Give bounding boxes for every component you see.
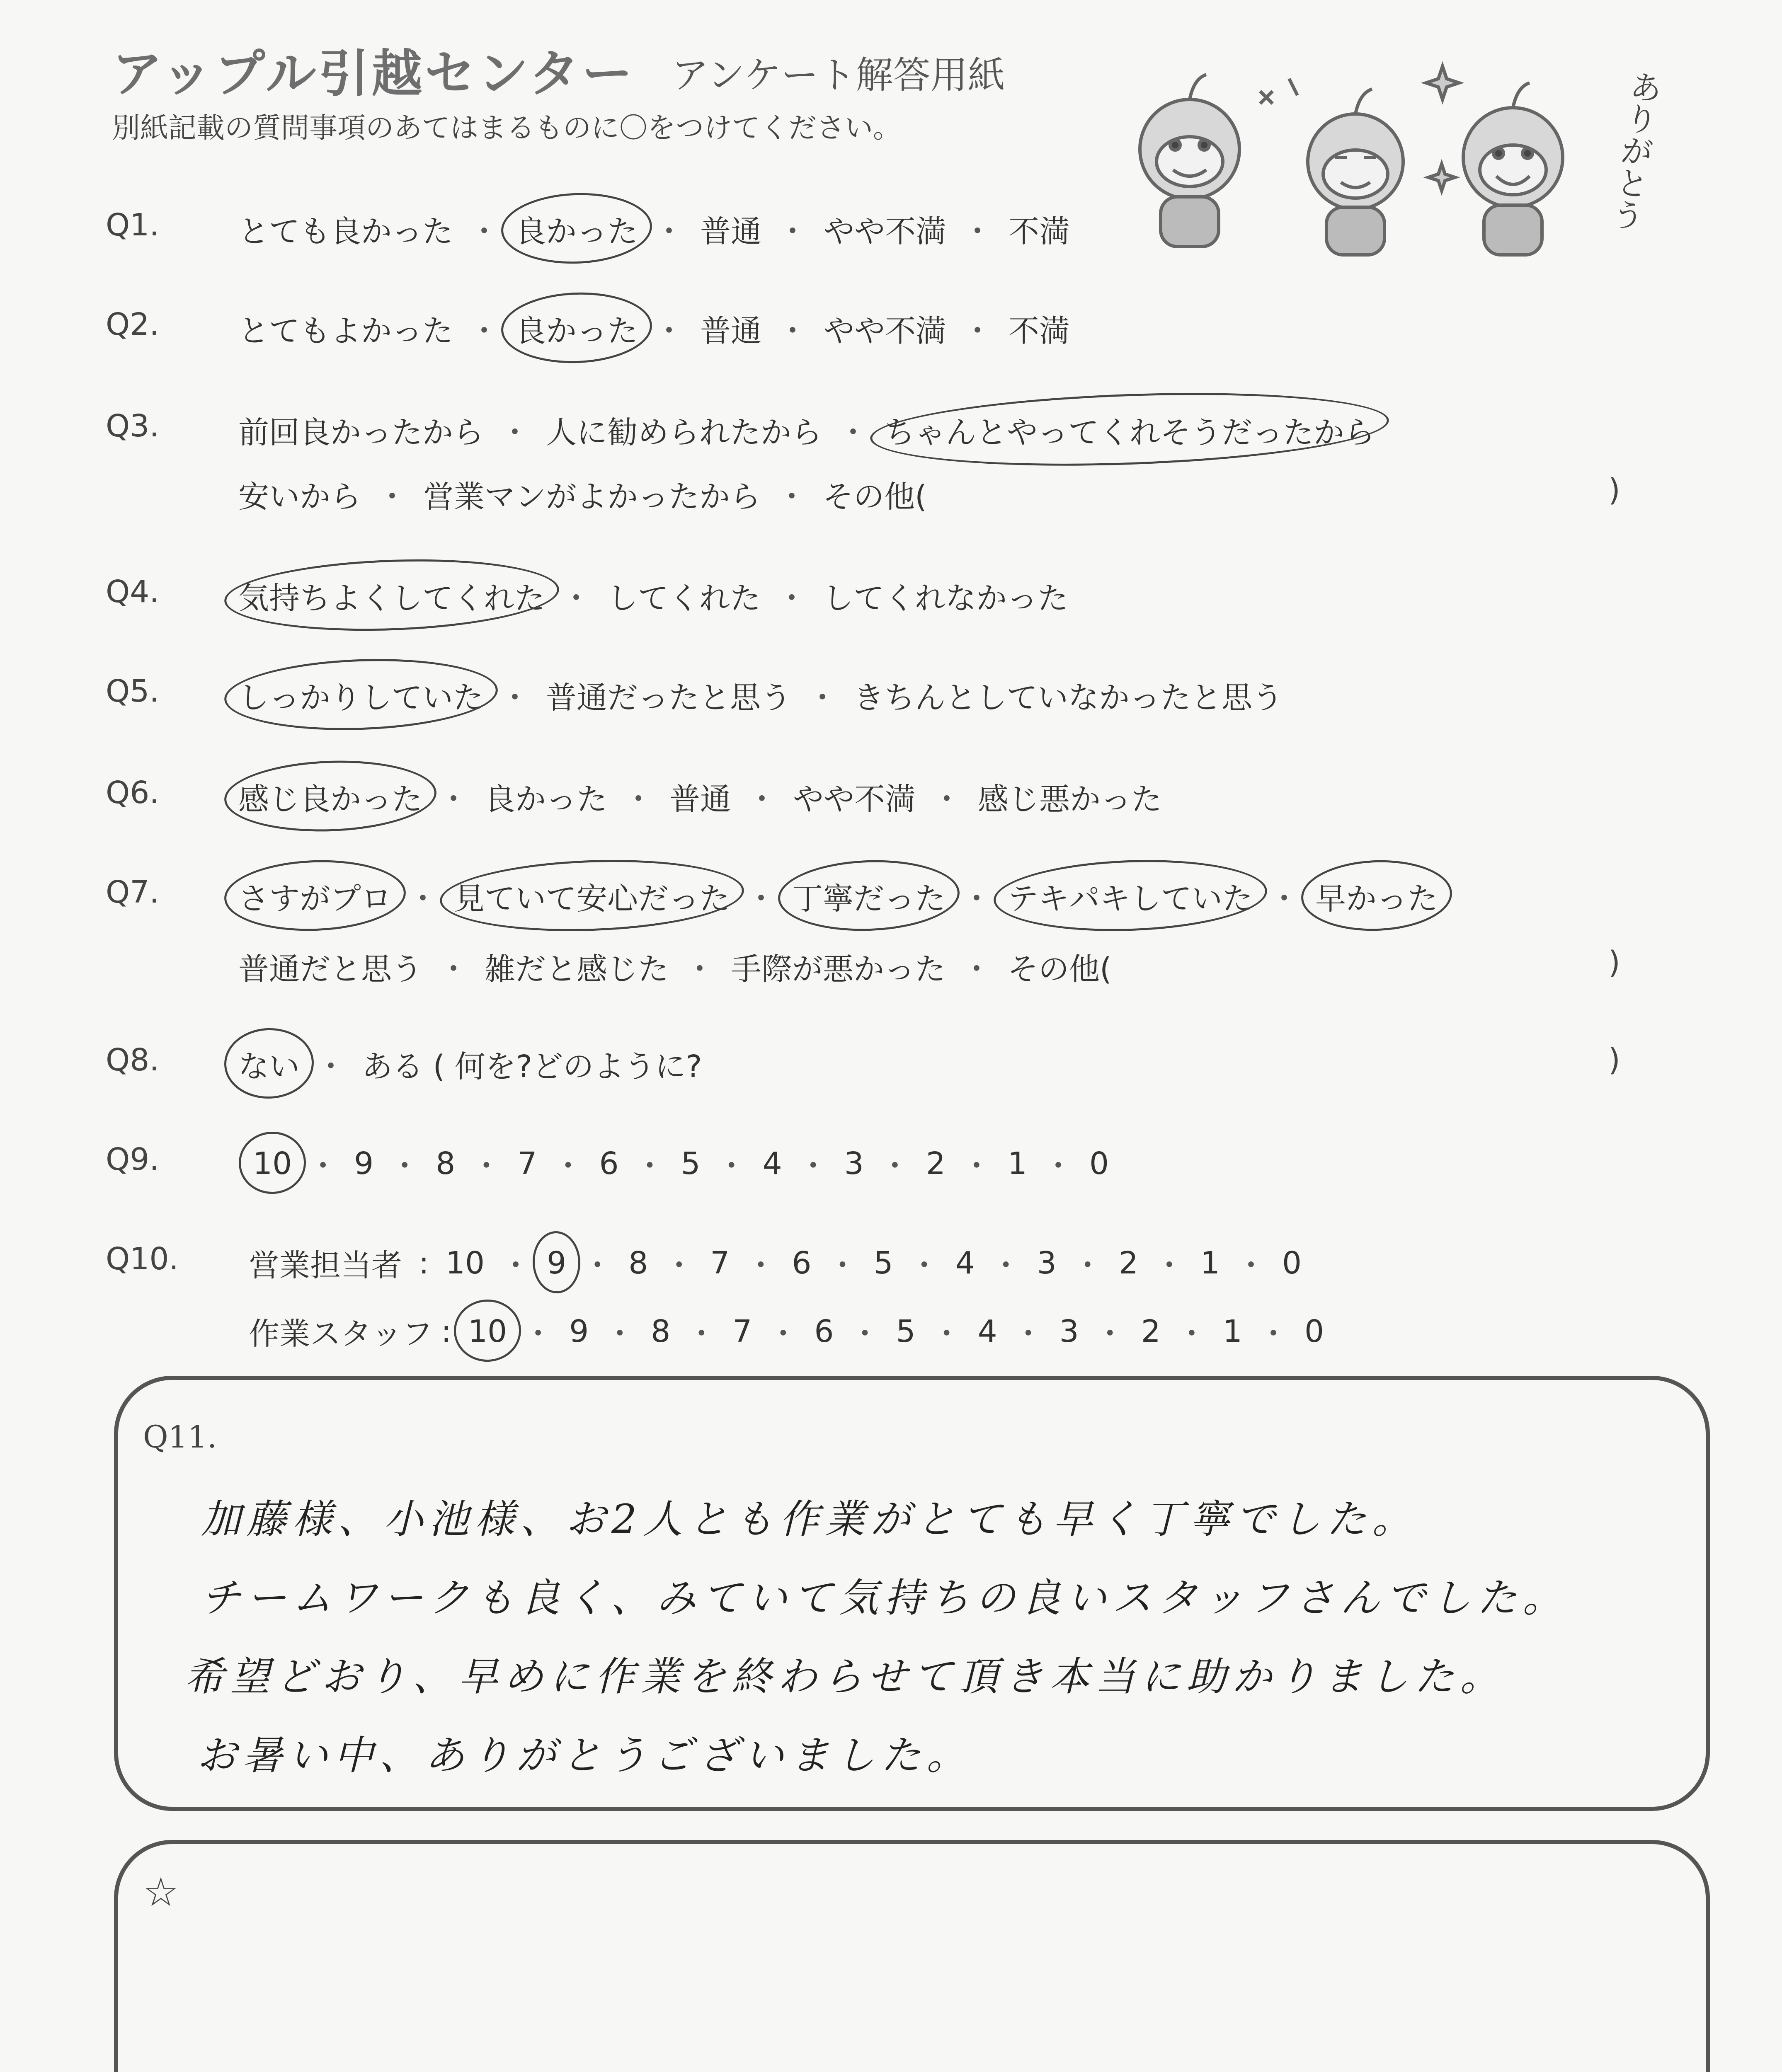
q10-staff-score-selected[interactable]: 10 [468, 1314, 507, 1349]
q7-option-selected[interactable]: テキパキしていた [1008, 874, 1253, 918]
q9-score[interactable]: 0 [1089, 1146, 1109, 1181]
q2-label: Q2. [106, 307, 159, 342]
q1-options: とても良かった ・ 良かった ・ 普通 ・ やや不満 ・ 不満 [238, 207, 1070, 251]
q3-option[interactable]: 前回良かったから [238, 415, 484, 450]
q7-label: Q7. [106, 874, 159, 910]
q10-staff-score[interactable]: 8 [651, 1314, 671, 1349]
q6-option[interactable]: 普通 [669, 782, 731, 817]
q11-comment-line: お暑い中、ありがとうございました。 [197, 1732, 972, 1779]
q4-option[interactable]: してくれた [607, 581, 761, 616]
q1-label: Q1. [106, 207, 159, 243]
q9-score-selected[interactable]: 10 [253, 1146, 292, 1181]
q9-score[interactable]: 4 [762, 1146, 782, 1181]
q1-option[interactable]: とても良かった [238, 214, 453, 249]
q5-option-selected[interactable]: しっかりしていた [238, 673, 484, 717]
q2-option[interactable]: 普通 [700, 313, 761, 349]
q6-option[interactable]: やや不満 [793, 782, 916, 817]
q9-score[interactable]: 9 [354, 1146, 374, 1181]
q10-sales-score[interactable]: 3 [1037, 1245, 1057, 1281]
q9-score[interactable]: 6 [599, 1146, 619, 1181]
company-title: アップル引越センター [112, 44, 635, 103]
q3-option[interactable]: 営業マンがよかったから [423, 479, 761, 515]
q11-comment-box[interactable] [114, 1376, 1710, 1811]
q6-option[interactable]: 感じ悪かった [978, 782, 1162, 817]
q1-option[interactable]: 普通 [700, 214, 761, 249]
q2-option[interactable]: 不満 [1009, 313, 1070, 349]
q2-option-selected[interactable]: 良かった [515, 307, 638, 351]
q9-label: Q9. [106, 1142, 159, 1177]
q7-options-row2: 普通だと思う ・ 雑だと感じた ・ 手際が悪かった ・ その他( [238, 945, 1112, 989]
q4-option-selected[interactable]: 気持ちよくしてくれた [238, 574, 545, 618]
q3-label: Q3. [106, 408, 159, 444]
q10-staff-name: 作業スタッフ [249, 1316, 433, 1352]
q9-score[interactable]: 7 [517, 1146, 537, 1181]
q11-comment-line: 加藤様、小池様、お2人とも作業がとても早く丁寧でした。 [201, 1496, 1418, 1542]
q10-sales-score[interactable]: 10 [445, 1245, 485, 1281]
q10-sales-score[interactable]: 7 [710, 1245, 730, 1281]
q8-paren-close: ) [1608, 1042, 1620, 1078]
q10-sales-score[interactable]: 2 [1118, 1245, 1138, 1281]
q8-label: Q8. [106, 1042, 159, 1078]
q7-paren-close: ) [1608, 945, 1620, 980]
q7-option-selected[interactable]: 丁寧だった [792, 874, 946, 918]
form-subtitle: アンケート解答用紙 [672, 53, 1005, 97]
q11-comment-line: 希望どおり、早めに作業を終わらせて頂き本当に助かりました。 [184, 1653, 1506, 1700]
mascot-text: ありがとう [1605, 68, 1664, 233]
q4-label: Q4. [106, 574, 159, 610]
q10-staff-score[interactable]: 4 [977, 1314, 997, 1349]
q9-score[interactable]: 8 [436, 1146, 456, 1181]
q10-sales-row: 営業担当者 : 10 ・ 9 ・ 8 ・ 7 ・ 6 ・ 5 ・ 4 ・ 3 ・ 2 ・ 1 ・ 0 [249, 1241, 1302, 1285]
q8-option[interactable]: ある ( 何を?どのように? [362, 1049, 702, 1084]
q5-option[interactable]: きちんとしていなかったと思う [853, 680, 1283, 716]
q10-staff-score[interactable]: 6 [814, 1314, 834, 1349]
q5-option[interactable]: 普通だったと思う [546, 680, 791, 716]
q10-staff-score[interactable]: 1 [1222, 1314, 1242, 1349]
mascot-illustration [1119, 25, 1700, 274]
q7-option[interactable]: 手際が悪かった [731, 951, 946, 987]
q1-option[interactable]: やや不満 [824, 214, 946, 249]
q5-label: Q5. [106, 673, 159, 709]
q6-options: 感じ良かった ・ 良かった ・ 普通 ・ やや不満 ・ 感じ悪かった [238, 775, 1162, 819]
q7-option-selected[interactable]: 早かった [1315, 874, 1438, 918]
q9-score[interactable]: 2 [926, 1146, 946, 1181]
q11-label: Q11. [143, 1419, 217, 1455]
q7-option-other[interactable]: その他( [1008, 951, 1112, 987]
q2-options: とてもよかった ・ 良かった ・ 普通 ・ やや不満 ・ 不満 [238, 307, 1070, 351]
q9-score[interactable]: 1 [1007, 1146, 1028, 1181]
q7-option[interactable]: 雑だと感じた [485, 951, 669, 987]
q11-comment-line: チームワークも良く、みていて気持ちの良いスタッフさんでした。 [201, 1575, 1569, 1621]
q6-option-selected[interactable]: 感じ良かった [238, 775, 422, 819]
q10-sales-score[interactable]: 8 [628, 1245, 648, 1281]
q7-option[interactable]: 普通だと思う [238, 951, 422, 987]
instruction-text: 別紙記載の質問事項のあてはまるものに〇をつけてください。 [112, 112, 902, 145]
q7-option-selected[interactable]: さすがプロ [238, 874, 392, 918]
q6-label: Q6. [106, 775, 159, 811]
q10-staff-score[interactable]: 3 [1059, 1314, 1079, 1349]
q1-option[interactable]: 不満 [1009, 214, 1070, 249]
q10-staff-score[interactable]: 2 [1141, 1314, 1161, 1349]
q4-option[interactable]: してくれなかった [823, 581, 1068, 616]
q3-options-row2: 安いから ・ 営業マンがよかったから ・ その他( [238, 472, 927, 516]
q10-sales-score[interactable]: 4 [955, 1245, 975, 1281]
q9-score[interactable]: 5 [681, 1146, 701, 1181]
q3-paren-close: ) [1608, 472, 1620, 508]
q10-staff-score[interactable]: 9 [569, 1314, 589, 1349]
q3-option-other[interactable]: その他( [823, 479, 927, 515]
q10-sales-score-selected[interactable]: 9 [547, 1245, 567, 1281]
q8-option-selected[interactable]: ない [238, 1042, 300, 1086]
q4-options: 気持ちよくしてくれた ・ してくれた ・ してくれなかった [238, 574, 1068, 618]
q9-options: 10 ・ 9 ・ 8 ・ 7 ・ 6 ・ 5 ・ 4 ・ 3 ・ 2 ・ 1 ・ 0 [253, 1146, 1109, 1184]
q8-options: ない ・ ある ( 何を?どのように? [238, 1042, 702, 1086]
star-icon: ☆ [143, 1869, 179, 1915]
q3-option[interactable]: 安いから [238, 479, 361, 515]
q10-sales-score[interactable]: 0 [1282, 1245, 1302, 1281]
q10-staff-row: 作業スタッフ : 10 ・ 9 ・ 8 ・ 7 ・ 6 ・ 5 ・ 4 ・ 3 ・ 2 ・ 1 ・ 0 [249, 1310, 1324, 1353]
star-comment-box[interactable] [114, 1840, 1710, 2072]
q10-sales-name: 営業担当者 [249, 1248, 402, 1283]
q10-label: Q10. [106, 1241, 179, 1277]
q2-option[interactable]: とてもよかった [238, 313, 453, 349]
q7-option-selected[interactable]: 見ていて安心だった [454, 874, 730, 918]
q10-sales-score[interactable]: 5 [873, 1245, 893, 1281]
q7-options: さすがプロ ・ 見ていて安心だった ・ 丁寧だった ・ テキパキしていた ・ 早かった [238, 874, 1438, 918]
q9-score[interactable]: 3 [844, 1146, 864, 1181]
q10-sales-score[interactable]: 1 [1200, 1245, 1220, 1281]
q1-option-selected[interactable]: 良かった [515, 207, 638, 251]
q10-sales-score[interactable]: 6 [792, 1245, 812, 1281]
q3-option[interactable]: 人に勧められたから [546, 415, 822, 450]
q10-staff-score[interactable]: 7 [732, 1314, 752, 1349]
q3-option-selected[interactable]: ちゃんとやってくれそうだったから [884, 408, 1375, 452]
q5-options: しっかりしていた ・ 普通だったと思う ・ きちんとしていなかったと思う [238, 673, 1283, 717]
q6-option[interactable]: 良かった [485, 782, 607, 817]
q3-options: 前回良かったから ・ 人に勧められたから ・ ちゃんとやってくれそうだったから [238, 408, 1375, 452]
q10-staff-score[interactable]: 0 [1304, 1314, 1324, 1349]
q10-staff-score[interactable]: 5 [896, 1314, 916, 1349]
q2-option[interactable]: やや不満 [824, 313, 946, 349]
